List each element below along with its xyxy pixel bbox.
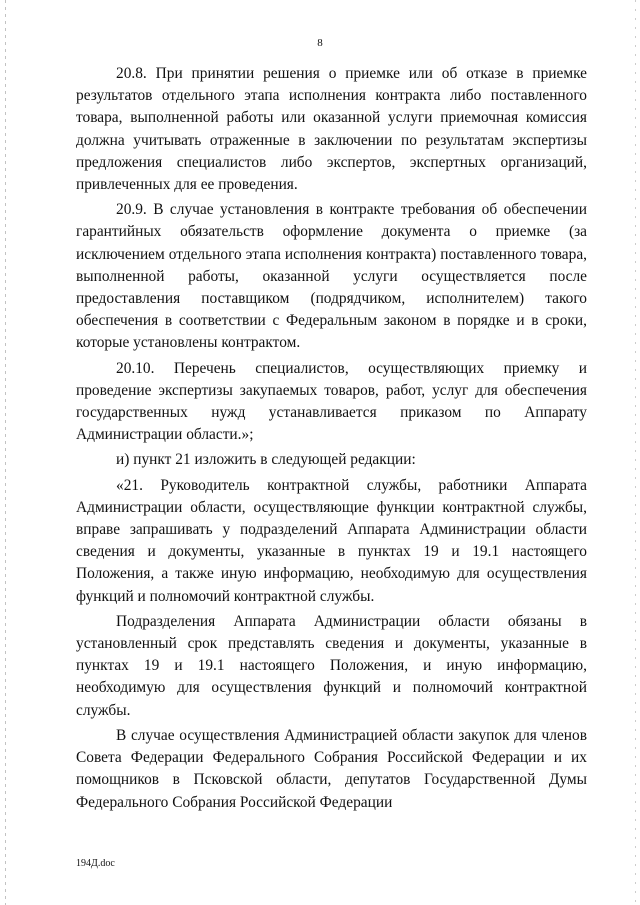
paragraph-20-8: 20.8. При принятии решения о приемке или об отказе в приемке результатов отдельного этапа исполнения контракта либо поставленного товара, выполненной работы или оказанной услуги приемочная комиссия должна учитывать отраженные в заключении по результатам экспертизы предложения специалистов либо экспертов, экспертных организаций, привлеченных для ее проведения.	[76, 65, 587, 194]
paragraph-procurement: В случае осуществления Администрацией области закупок для членов Совета Федерации Федерального Собрания Российской Федерации и их помощников в Псковской области, депутатов Государственной Думы Федерального Собрания Российской Федерации	[76, 726, 587, 811]
paragraph-20-10: 20.10. Перечень специалистов, осуществляющих приемку и проведение экспертизы закупаемых товаров, работ, услуг для обеспечения государственных нужд устанавливается приказом по Аппарату Администрации области.»;	[76, 359, 587, 444]
paragraph-21: «21. Руководитель контрактной службы, работники Аппарата Администрации области, осуществляющие функции контрактной службы, вправе запрашивать у подразделений Аппарата Администрации области сведения и документы, указанные в пунктах 19 и 19.1 настоящего Положения, а также иную информацию, необходимую для осуществления функций и полномочий контрактной службы.	[76, 476, 587, 605]
footer-filename: 194Д.doc	[76, 858, 115, 869]
document-body	[76, 63, 587, 817]
page-number: 8	[317, 37, 323, 49]
scan-edge-right	[635, 0, 636, 905]
scan-edge-left	[5, 0, 6, 905]
paragraph-20-9: 20.9. В случае установления в контракте требования об обеспечении гарантийных обязательств оформление документа о приемке (за исключением отдельного этапа исполнения контракта) поставленного товара, выполненной работы, оказанной услуги осуществляется после предоставления поставщиком (подрядчиком, исполнителем) такого обеспечения в соответствии с Федеральным законом в порядке и в сроки, которые установлены контрактом.	[76, 201, 587, 352]
paragraph-amendment-i: и) пункт 21 изложить в следующей редакции:	[116, 451, 416, 469]
paragraph-subdivisions: Подразделения Аппарата Администрации области обязаны в установленный срок представлять сведения и документы, указанные в пунктах 19 и 19.1 настоящего Положения, и иную информацию, необходимую для осуществления функций и полномочий контрактной службы.	[76, 612, 587, 719]
